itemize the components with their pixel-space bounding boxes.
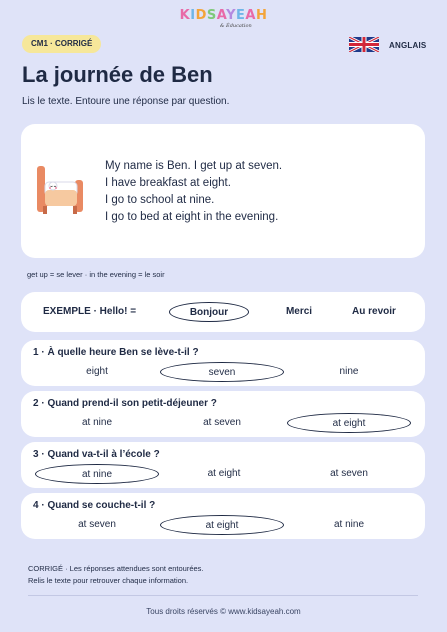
brand-logo: KIDSAYEAH — [179, 8, 268, 23]
question-title: 2 · Quand prend-il son petit-déjeuner ? — [33, 398, 217, 409]
footer-divider — [28, 595, 418, 596]
question-title: 3 · Quand va-t-il à l’école ? — [33, 449, 160, 460]
question-card-1 — [21, 340, 425, 386]
answer-option[interactable]: eight — [86, 366, 108, 377]
question-title: 4 · Quand se couche-t-il ? — [33, 500, 156, 511]
brand-tagline: & Éducation — [220, 23, 252, 29]
page-title: La journée de Ben — [22, 62, 213, 87]
answer-option[interactable]: at nine — [333, 519, 365, 530]
language-label: ANGLAIS — [389, 41, 427, 50]
example-label: EXEMPLE · Hello! = — [43, 306, 137, 317]
example-option-bonjour[interactable]: Bonjour — [169, 302, 249, 322]
example-option-au-revoir[interactable]: Au revoir — [352, 306, 396, 317]
question-card-3 — [21, 442, 425, 488]
story-line: My name is Ben. I get up at seven. — [105, 160, 283, 172]
answer-option[interactable]: at seven — [330, 468, 368, 479]
answer-key-note — [28, 563, 204, 587]
story-text — [105, 158, 282, 226]
answer-option[interactable]: at nine — [81, 417, 113, 428]
bed-icon — [35, 162, 85, 218]
note-line: CORRIGÉ · Les réponses attendues sont entourées. — [28, 564, 204, 573]
answer-option[interactable]: nine — [339, 366, 359, 377]
uk-flag-icon — [349, 37, 379, 52]
answer-option-selected[interactable]: seven — [160, 362, 284, 382]
example-card — [21, 292, 425, 332]
story-line: I go to bed at eight in the evening. — [105, 211, 279, 223]
answer-option-selected[interactable]: at eight — [160, 515, 284, 535]
story-card — [21, 124, 425, 258]
example-option-merci[interactable]: Merci — [285, 306, 313, 317]
question-card-2 — [21, 391, 425, 437]
question-title: 1 · À quelle heure Ben se lève-t-il ? — [33, 347, 199, 358]
note-line: Relis le texte pour retrouver chaque information. — [28, 576, 189, 585]
answer-option-selected[interactable]: at eight — [287, 413, 411, 433]
footer-copyright: Tous droits réservés © www.kidsayeah.com — [146, 607, 301, 616]
level-badge: CM1 · CORRIGÉ — [22, 35, 101, 53]
answer-option-selected[interactable]: at nine — [35, 464, 159, 484]
vocabulary-hint: get up = se lever · in the evening = le soir — [27, 270, 165, 279]
story-line: I have breakfast at eight. — [105, 177, 231, 189]
instruction-text: Lis le texte. Entoure une réponse par question. — [22, 96, 230, 107]
question-card-4 — [21, 493, 425, 539]
answer-option[interactable]: at seven — [78, 519, 116, 530]
story-line: I go to school at nine. — [105, 194, 215, 206]
answer-option[interactable]: at seven — [203, 417, 241, 428]
answer-option[interactable]: at eight — [207, 468, 241, 479]
